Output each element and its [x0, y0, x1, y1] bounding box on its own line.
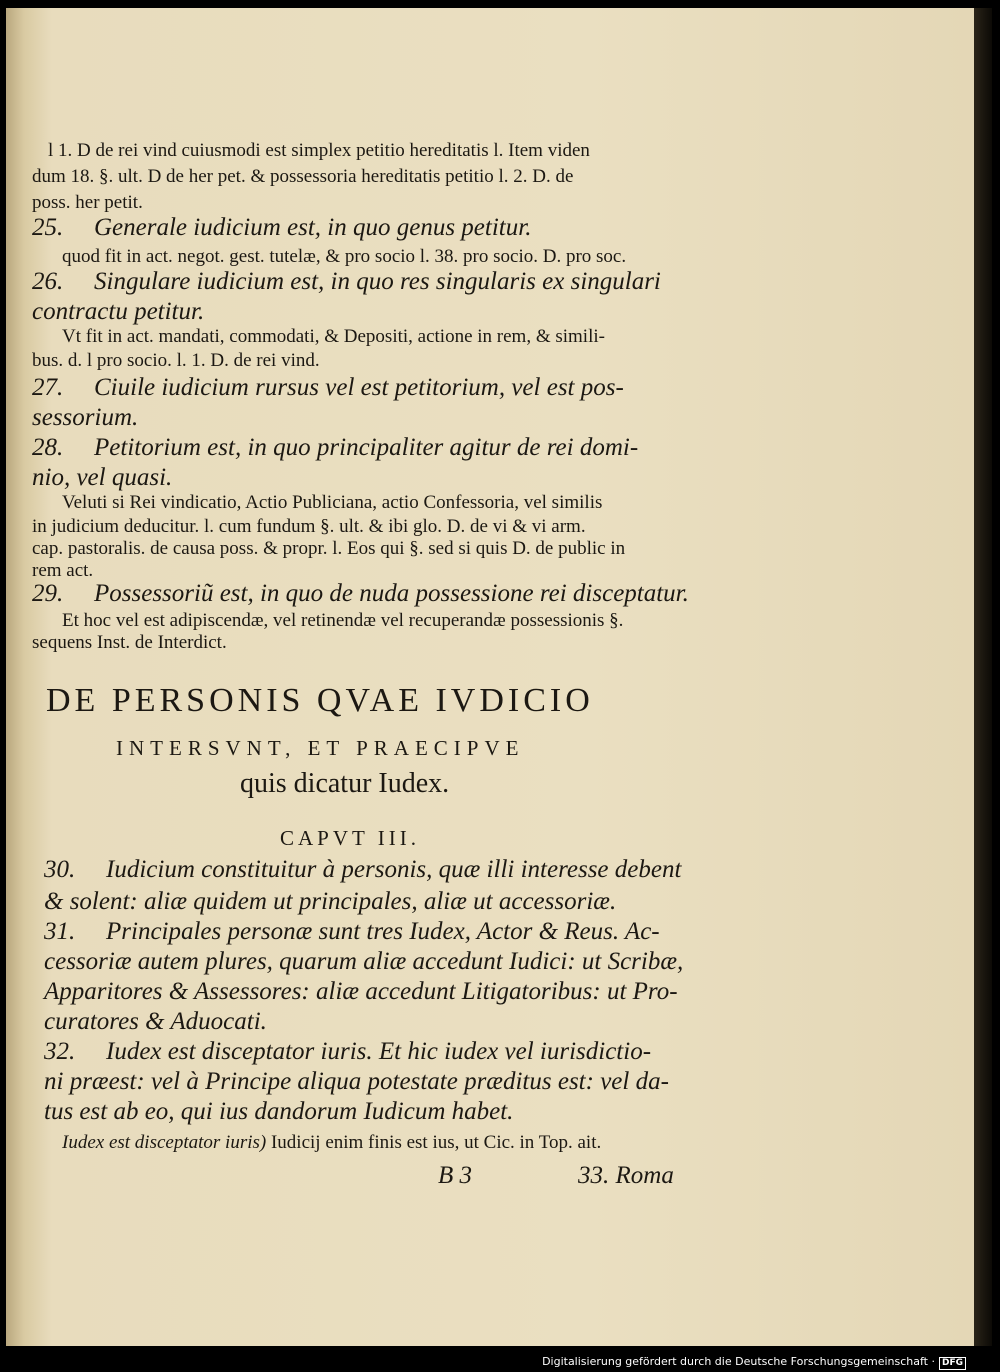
page-edge-shadow: [974, 8, 992, 1346]
paragraph-30: [44, 856, 681, 884]
signature-mark: B 3: [438, 1162, 473, 1189]
chapter-heading-line-2: INTERSVNT, ET PRAECIPVE: [116, 736, 525, 760]
paragraph-number: 31.: [44, 918, 76, 945]
funding-credit-text: Digitalisierung gefördert durch die Deutsche Forschungsgemeinschaft ·: [542, 1355, 935, 1368]
paragraph-number: 26.: [32, 268, 64, 295]
paragraph-31: [44, 918, 660, 946]
text-line: quod fit in act. negot. gest. tutelæ, & pro socio l. 38. pro socio. D. pro soc.: [62, 246, 627, 267]
paragraph-text: Petitorium est, in quo principaliter agitur de rei domi-: [94, 434, 639, 461]
text-line: cap. pastoralis. de causa poss. & propr. l. Eos qui §. sed si quis D. de public in: [32, 538, 626, 559]
paragraph-26: [32, 268, 661, 296]
text-line: Veluti si Rei vindicatio, Actio Publiciana, actio Confessoria, vel similis: [62, 492, 603, 513]
commentary-text: Iudicij enim finis est ius, ut Cic. in Top. ait.: [266, 1132, 602, 1153]
chapter-heading-line-1: DE PERSONIS QVAE IVDICIO: [46, 682, 594, 719]
paragraph-text: Ciuile iudicium rursus vel est petitorium, vel est pos-: [94, 374, 624, 401]
paragraph-number: 25.: [32, 214, 64, 241]
paragraph-continuation: & solent: aliæ quidem ut principales, aliæ ut accessoriæ.: [44, 888, 617, 915]
paragraph-28: [32, 434, 638, 462]
funding-credit: [542, 1355, 966, 1370]
paragraph-text: Principales personæ sunt tres Iudex, Actor & Reus. Ac-: [106, 918, 660, 945]
chapter-heading-line-3: quis dicatur Iudex.: [240, 768, 450, 799]
paragraph-text: Iudex est disceptator iuris. Et hic iudex vel iurisdictio-: [106, 1038, 652, 1065]
paragraph-number: 27.: [32, 374, 64, 401]
text-line: l 1. D de rei vind cuiusmodi est simplex petitio hereditatis l. Item viden: [48, 140, 590, 161]
caput-heading: CAPVT III.: [280, 826, 420, 850]
paragraph-text: Iudicium constituitur à personis, quæ illi interesse debent: [106, 856, 682, 883]
paragraph-29: [32, 580, 689, 608]
commentary-lemma: Iudex est disceptator iuris): [62, 1132, 267, 1153]
paragraph-text: Generale iudicium est, in quo genus petitur.: [94, 214, 532, 241]
paragraph-continuation: curatores & Aduocati.: [44, 1008, 267, 1035]
paragraph-continuation: tus est ab eo, qui ius dandorum Iudicum habet.: [44, 1098, 514, 1125]
book-page: [6, 8, 974, 1346]
paragraph-number: 30.: [44, 856, 76, 883]
paragraph-continuation: nio, vel quasi.: [32, 464, 173, 491]
dfg-logo: DFG: [939, 1357, 966, 1370]
text-line: Vt fit in act. mandati, commodati, & Depositi, actione in rem, & simili-: [62, 326, 605, 347]
catchword: 33. Roma: [578, 1162, 674, 1189]
paragraph-27: [32, 374, 624, 402]
paragraph-continuation: contractu petitur.: [32, 298, 205, 325]
commentary-line: [62, 1132, 601, 1154]
paragraph-continuation: ni præest: vel à Principe aliqua potestate præditus est: vel da-: [44, 1068, 669, 1095]
paragraph-25: [32, 214, 531, 242]
paragraph-continuation: sessorium.: [32, 404, 139, 431]
paragraph-text: Singulare iudicium est, in quo res singularis ex singulari: [94, 268, 661, 295]
paragraph-number: 32.: [44, 1038, 76, 1065]
text-line: bus. d. l pro socio. l. 1. D. de rei vind.: [32, 350, 320, 371]
paragraph-number: 28.: [32, 434, 64, 461]
paragraph-text: Possessoriũ est, in quo de nuda possessione rei disceptatur.: [94, 580, 689, 607]
text-line: Et hoc vel est adipiscendæ, vel retinendæ vel recuperandæ possessionis §.: [62, 610, 624, 631]
text-line: dum 18. §. ult. D de her pet. & possessoria hereditatis petitio l. 2. D. de: [32, 166, 574, 187]
paragraph-32: [44, 1038, 651, 1066]
paragraph-continuation: Apparitores & Assessores: aliæ accedunt Litigatoribus: ut Pro-: [44, 978, 678, 1005]
text-line: sequens Inst. de Interdict.: [32, 632, 227, 653]
text-line: rem act.: [32, 560, 94, 581]
paragraph-continuation: cessoriæ autem plures, quarum aliæ accedunt Iudici: ut Scribæ,: [44, 948, 684, 975]
text-line: poss. her petit.: [32, 192, 143, 213]
text-line: in judicium deducitur. l. cum fundum §. ult. & ibi glo. D. de vi & vi arm.: [32, 516, 586, 537]
paragraph-number: 29.: [32, 580, 64, 607]
